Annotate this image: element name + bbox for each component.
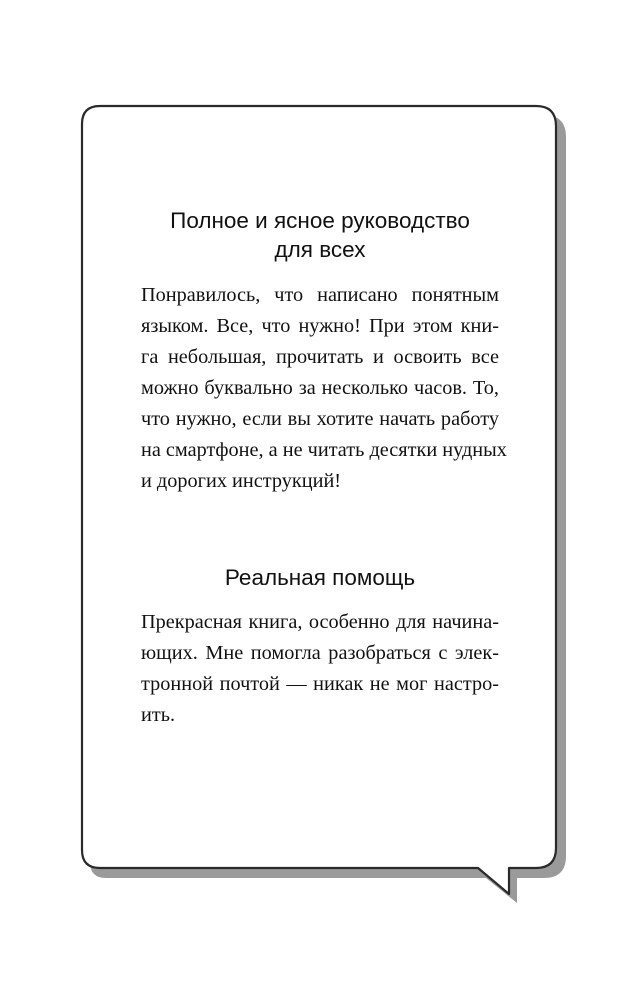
review-text-1-line: Понравилось, что написано понятным: [141, 284, 499, 306]
review-text-2-line: тронной почтой — никак не мог настро-: [141, 673, 499, 695]
review-text-1-line: языком. Все, что нужно! При этом кни-: [141, 315, 499, 337]
review-heading-1-line-1: Полное и ясное руководство: [170, 208, 470, 233]
review-text-2-line: ющих. Мне помогла разобраться с элек-: [141, 642, 499, 664]
review-text-2: [141, 607, 499, 731]
review-heading-2: [141, 563, 499, 592]
review-heading-2-line-1: Реальная помощь: [224, 565, 416, 590]
review-heading-1-line-2: для всех: [274, 237, 366, 262]
review-heading-1: [141, 206, 499, 264]
review-text-1: [141, 280, 507, 497]
review-text-1-line: можно буквально за несколько часов. То,: [141, 377, 499, 399]
review-text-1-line: что нужно, если вы хотите начать работу: [141, 408, 499, 430]
review-text-2-line: ить.: [141, 704, 176, 726]
reviews-content: [141, 206, 507, 731]
review-text-2-line: Прекрасная книга, особенно для начина-: [141, 611, 499, 633]
review-text-1-line: и дорогих инструкций!: [141, 470, 342, 492]
review-text-1-line: на смартфоне, а не читать десятки нудных: [141, 439, 507, 461]
review-text-1-line: га небольшая, прочитать и освоить все: [141, 346, 499, 368]
